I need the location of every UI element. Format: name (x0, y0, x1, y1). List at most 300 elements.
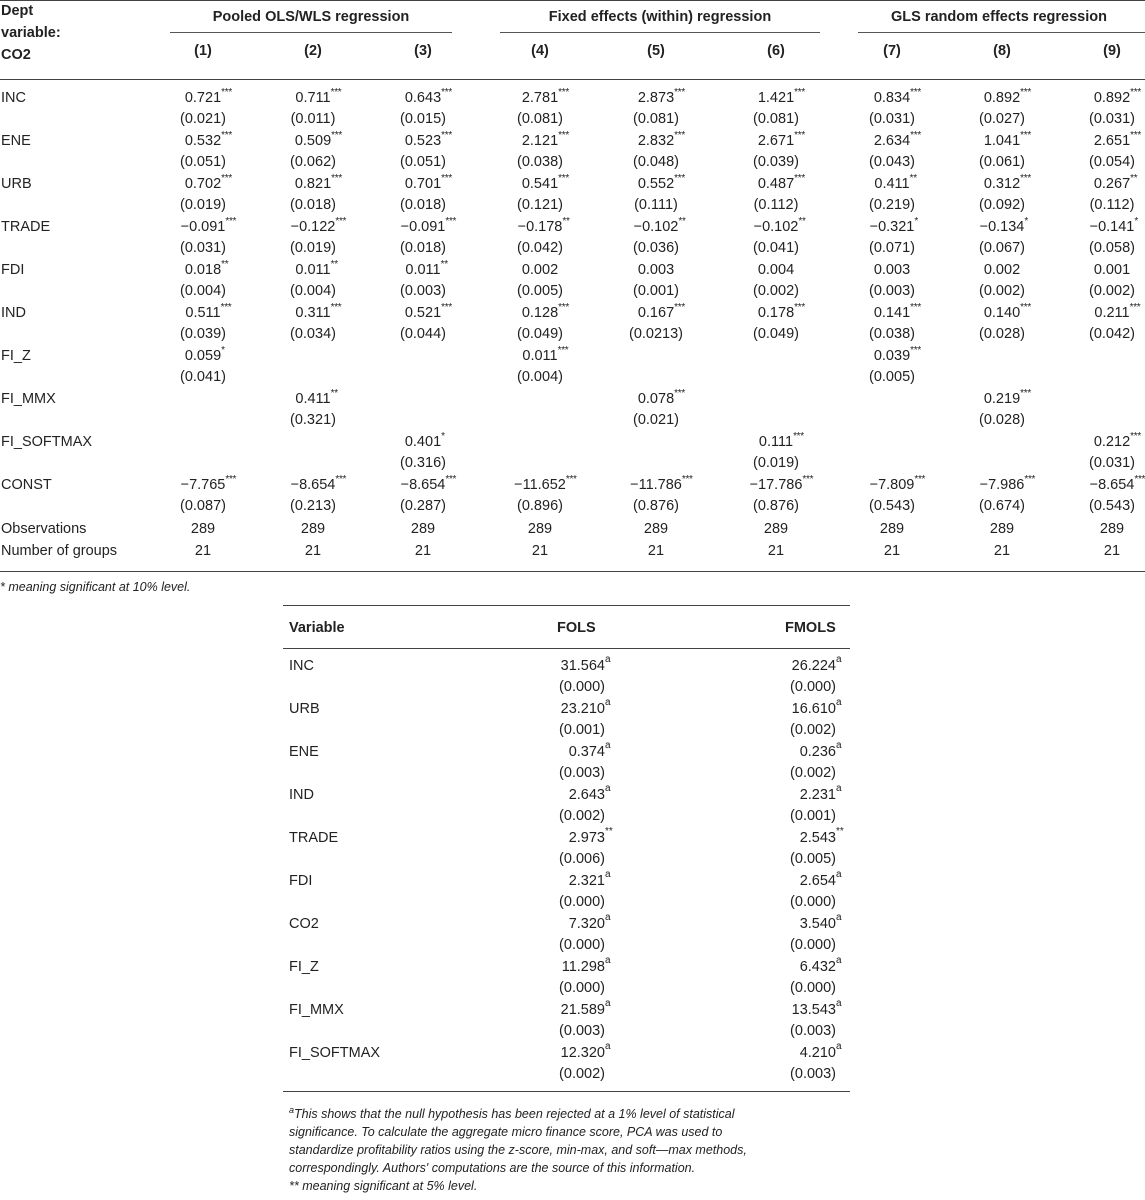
coefficient-value: −0.091 (400, 219, 446, 235)
significance-stars: *** (565, 474, 577, 485)
coefficient-cell (726, 391, 826, 407)
standard-error-cell: (0.004) (290, 283, 336, 299)
fols-value: 31.564 (560, 658, 605, 674)
significance-marker: a (605, 740, 611, 751)
standard-error-cell: (0.219) (869, 197, 915, 213)
standard-error-cell: (0.003) (869, 283, 915, 299)
significance-stars: ** (440, 259, 448, 270)
fmols-value: 2.543 (799, 830, 836, 846)
standard-error-cell: (0.087) (180, 498, 226, 514)
coefficient-value: 0.004 (757, 262, 795, 278)
coefficient-value: 1.421 (757, 90, 795, 106)
fols-p-value: (0.003) (559, 765, 605, 781)
coefficient-cell (263, 388, 363, 407)
standard-error-cell: (0.876) (753, 498, 799, 514)
fols-statistic (568, 826, 613, 846)
significance-stars: *** (1020, 87, 1031, 98)
standard-error-cell: (0.213) (290, 498, 336, 514)
coefficient-value: 2.651 (1093, 133, 1131, 149)
significance-stars: * (441, 431, 445, 442)
significance-stars: *** (221, 173, 232, 184)
significance-marker: ** (605, 826, 613, 837)
significance-stars: *** (220, 302, 232, 313)
fmols-p-value: (0.002) (790, 765, 836, 781)
standard-error-cell: (0.112) (1089, 197, 1135, 213)
dependent-variable-header: Dept variable: CO2 (1, 3, 61, 63)
variable-label: FI_SOFTMAX (289, 1045, 381, 1061)
standard-error-cell: (0.004) (517, 369, 563, 385)
coefficient-value: 2.671 (757, 133, 795, 149)
standard-error-cell: (0.0213) (628, 326, 683, 342)
coefficient-cell (952, 388, 1052, 407)
header-rule (0, 79, 1145, 80)
observations-value: 289 (410, 521, 436, 537)
coefficient-cell (952, 474, 1052, 493)
fmols-p-value: (0.000) (790, 894, 836, 910)
fmols-value: 3.540 (799, 916, 836, 932)
significance-marker: a (836, 1041, 842, 1052)
coefficient-cell (842, 391, 942, 407)
significance-marker: a (836, 912, 842, 923)
coefficient-value: 2.832 (637, 133, 675, 149)
fmols-statistic (799, 826, 844, 846)
significance-stars: *** (441, 173, 452, 184)
row-label: ENE (1, 133, 31, 149)
observations-value: 289 (643, 521, 669, 537)
coefficient-cell (952, 434, 1052, 450)
coefficient-cell (1062, 348, 1145, 364)
coefficient-cell (153, 302, 253, 321)
significance-stars: ** (330, 388, 338, 399)
column-number: (3) (414, 43, 432, 59)
fmols-p-value: (0.002) (790, 722, 836, 738)
significance-stars: *** (674, 130, 685, 141)
coefficient-value: 0.002 (521, 262, 559, 278)
coefficient-cell (606, 388, 706, 407)
coefficient-value: 0.552 (637, 176, 675, 192)
standard-error-cell: (0.051) (400, 154, 446, 170)
coefficient-value: 2.634 (873, 133, 911, 149)
standard-error-cell: (0.876) (633, 498, 679, 514)
coefficient-value: 0.003 (873, 262, 911, 278)
standard-error-cell: (0.287) (400, 498, 446, 514)
significance-stars: *** (793, 431, 804, 442)
coefficient-cell (263, 87, 363, 106)
significance-marker: a (605, 654, 611, 665)
significance-stars: *** (1130, 130, 1141, 141)
fols-statistic (561, 955, 611, 975)
significance-stars: *** (441, 87, 452, 98)
significance-stars: *** (331, 173, 342, 184)
column-number: (8) (993, 43, 1011, 59)
standard-error-cell: (0.121) (517, 197, 563, 213)
significance-stars: * (221, 345, 225, 356)
coefficient-value: −11.652 (514, 477, 566, 493)
number-of-groups-value: 21 (883, 543, 901, 559)
coefficient-cell (952, 87, 1052, 106)
coefficient-cell (153, 391, 253, 407)
standard-error-cell: (0.674) (979, 498, 1025, 514)
significance-stars: *** (441, 302, 452, 313)
significance-stars: *** (1020, 173, 1031, 184)
fmols-statistic (791, 998, 842, 1018)
standard-error-cell: (0.042) (517, 240, 563, 256)
coefficient-value: 0.702 (184, 176, 222, 192)
coefficient-cell (606, 87, 706, 106)
number-of-groups-value: 21 (1103, 543, 1121, 559)
coefficient-value: 0.039 (873, 348, 911, 364)
coefficient-cell (726, 474, 826, 493)
significance-stars: *** (794, 173, 805, 184)
coefficient-cell (263, 130, 363, 149)
fmols-value: 16.610 (791, 701, 836, 717)
significance-stars: *** (1024, 474, 1036, 485)
header-fols: FOLS (557, 620, 596, 636)
standard-error-cell: (0.019) (753, 455, 799, 471)
coefficient-value: 0.219 (983, 391, 1021, 407)
coefficient-cell (153, 130, 253, 149)
coefficient-cell (606, 434, 706, 450)
coefficient-cell (952, 173, 1052, 192)
fmols-statistic (799, 1041, 842, 1061)
significance-stars: * (1024, 216, 1028, 227)
number-of-groups-value: 21 (993, 543, 1011, 559)
standard-error-cell: (0.112) (753, 197, 799, 213)
fols-statistic (568, 740, 611, 760)
fols-value: 7.320 (568, 916, 605, 932)
row-label: TRADE (1, 219, 51, 235)
standard-error-cell: (0.061) (979, 154, 1025, 170)
number-of-groups-value: 21 (304, 543, 322, 559)
coefficient-value: −0.321 (869, 219, 915, 235)
coefficient-cell (606, 130, 706, 149)
significance-stars: *** (558, 87, 569, 98)
variable-label: URB (289, 701, 320, 717)
significance-marker: ** (836, 826, 844, 837)
significance-stars: *** (794, 302, 805, 313)
fols-value: 21.589 (560, 1002, 605, 1018)
coefficient-value: 0.892 (1093, 90, 1131, 106)
significance-stars: *** (330, 302, 342, 313)
coefficient-cell (606, 302, 706, 321)
coefficient-cell (490, 87, 590, 106)
row-label: FDI (1, 262, 25, 278)
standard-error-cell: (0.028) (979, 412, 1025, 428)
group-header-fixed-effects: Fixed effects (within) regression (548, 9, 772, 25)
coefficient-value: 0.211 (1094, 305, 1130, 321)
coefficient-cell (1062, 130, 1145, 149)
coefficient-cell (153, 259, 253, 278)
standard-error-cell: (0.027) (979, 111, 1025, 127)
column-number: (5) (647, 43, 665, 59)
fols-statistic (560, 697, 611, 717)
fmols-value: 0.236 (799, 744, 836, 760)
coefficient-cell (842, 87, 942, 106)
coefficient-cell (1062, 391, 1145, 407)
coefficient-cell (490, 474, 590, 493)
fols-statistic (560, 1041, 611, 1061)
significance-stars: ** (909, 173, 917, 184)
row-label: FI_MMX (1, 391, 56, 407)
significance-stars: *** (802, 474, 814, 485)
significance-stars: *** (558, 130, 569, 141)
significance-stars: *** (1129, 302, 1141, 313)
significance-marker: a (836, 654, 842, 665)
coefficient-value: −0.091 (180, 219, 226, 235)
coefficient-value: 0.411 (874, 176, 910, 192)
t2-header-rule (283, 648, 850, 649)
standard-error-cell: (0.005) (869, 369, 915, 385)
significance-stars: *** (445, 216, 457, 227)
standard-error-cell: (0.067) (979, 240, 1025, 256)
coefficient-value: 0.487 (757, 176, 795, 192)
significance-stars: *** (335, 474, 347, 485)
coefficient-cell (842, 173, 942, 192)
coefficient-value: 0.011 (405, 262, 441, 278)
fmols-p-value: (0.000) (790, 679, 836, 695)
standard-error-cell: (0.031) (1089, 111, 1135, 127)
coefficient-value: 0.212 (1093, 434, 1131, 450)
significance-stars: *** (674, 87, 685, 98)
fmols-p-value: (0.003) (790, 1023, 836, 1039)
significance-stars: *** (910, 345, 921, 356)
coefficient-value: −0.122 (290, 219, 336, 235)
standard-error-cell: (0.031) (1089, 455, 1135, 471)
coefficient-cell (373, 348, 473, 364)
coefficient-cell (263, 474, 363, 493)
standard-error-cell: (0.019) (180, 197, 226, 213)
observations-value: 289 (190, 521, 216, 537)
significance-stars: *** (221, 87, 232, 98)
coefficient-value: 0.643 (404, 90, 442, 106)
coefficient-cell (726, 87, 826, 106)
standard-error-cell: (0.002) (979, 283, 1025, 299)
coefficient-value: 0.509 (294, 133, 332, 149)
coefficient-cell (153, 87, 253, 106)
significance-stars: *** (330, 87, 342, 98)
standard-error-cell: (0.543) (1089, 498, 1135, 514)
standard-error-cell: (0.031) (869, 111, 915, 127)
fols-p-value: (0.000) (559, 980, 605, 996)
standard-error-cell: (0.044) (400, 326, 446, 342)
coefficient-value: 0.111 (758, 434, 794, 450)
significance-stars: ** (678, 216, 686, 227)
number-of-groups-label: Number of groups (1, 543, 118, 559)
fmols-p-value: (0.005) (790, 851, 836, 867)
significance-stars: *** (674, 388, 685, 399)
significance-stars: *** (557, 345, 569, 356)
coefficient-cell (373, 431, 473, 450)
row-label: FI_Z (1, 348, 31, 364)
group-rule-pooled-ols (170, 32, 452, 33)
fols-value: 12.320 (560, 1045, 605, 1061)
coefficient-cell (373, 173, 473, 192)
coefficient-value: 0.178 (757, 305, 795, 321)
observations-value: 289 (527, 521, 553, 537)
significance-stars: *** (1020, 130, 1031, 141)
coefficient-cell (1062, 216, 1145, 235)
fmols-p-value: (0.003) (790, 1066, 836, 1082)
coefficient-value: 0.078 (637, 391, 675, 407)
bottom-rule (0, 571, 1145, 572)
significance-stars: *** (910, 87, 921, 98)
fols-fmols-table (283, 605, 850, 1194)
coefficient-cell (490, 302, 590, 321)
standard-error-cell: (0.031) (180, 240, 226, 256)
column-number: (9) (1103, 43, 1121, 59)
fols-value: 11.298 (561, 959, 605, 975)
coefficient-cell (952, 302, 1052, 321)
significance-stars: *** (225, 474, 237, 485)
significance-stars: *** (674, 173, 685, 184)
coefficient-value: 0.892 (983, 90, 1021, 106)
coefficient-value: 0.721 (184, 90, 222, 106)
fols-p-value: (0.000) (559, 894, 605, 910)
coefficient-value: 0.128 (521, 305, 559, 321)
coefficient-cell (952, 216, 1052, 235)
observations-value: 289 (300, 521, 326, 537)
significance-stars: ** (798, 216, 806, 227)
significance-marker: a (836, 955, 842, 966)
coefficient-cell (263, 216, 363, 235)
fols-statistic (560, 654, 611, 674)
standard-error-cell: (0.049) (753, 326, 799, 342)
significance-stars: *** (445, 474, 457, 485)
coefficient-value: 0.411 (295, 391, 331, 407)
row-label: FI_SOFTMAX (1, 434, 93, 450)
coefficient-cell (1062, 262, 1145, 278)
standard-error-cell: (0.038) (517, 154, 563, 170)
significance-stars: *** (225, 216, 237, 227)
row-label: IND (1, 305, 26, 321)
coefficient-value: 0.511 (185, 305, 221, 321)
significance-marker: a (836, 783, 842, 794)
column-number: (6) (767, 43, 785, 59)
coefficient-cell (153, 173, 253, 192)
fols-statistic (560, 998, 611, 1018)
significance-stars: *** (1020, 302, 1031, 313)
coefficient-value: 2.121 (521, 133, 559, 149)
significance-stars: *** (910, 302, 921, 313)
coefficient-cell (263, 302, 363, 321)
variable-label: FDI (289, 873, 313, 889)
standard-error-cell: (0.896) (517, 498, 563, 514)
standard-error-cell: (0.011) (290, 111, 336, 127)
variable-label: ENE (289, 744, 319, 760)
coefficient-value: 0.523 (404, 133, 442, 149)
fmols-statistic (799, 912, 842, 932)
significance-stars: ** (330, 259, 338, 270)
standard-error-cell: (0.038) (869, 326, 915, 342)
standard-error-cell: (0.039) (753, 154, 799, 170)
standard-error-cell: (0.321) (290, 412, 336, 428)
header-fmols: FMOLS (785, 620, 836, 636)
coefficient-value: 0.521 (404, 305, 442, 321)
number-of-groups-value: 21 (647, 543, 665, 559)
coefficient-cell (842, 345, 942, 364)
coefficient-cell (490, 216, 590, 235)
coefficient-value: −8.654 (290, 477, 336, 493)
coefficient-value: 0.834 (873, 90, 911, 106)
significance-stars: ** (562, 216, 570, 227)
standard-error-cell: (0.019) (290, 240, 336, 256)
fols-value: 2.321 (568, 873, 605, 889)
fmols-statistic (799, 783, 842, 803)
significance-stars: *** (674, 302, 685, 313)
coefficient-cell (153, 345, 253, 364)
significance-marker: a (605, 998, 611, 1009)
fmols-p-value: (0.000) (790, 937, 836, 953)
number-of-groups-value: 21 (767, 543, 785, 559)
significance-stars: *** (1130, 431, 1141, 442)
significance-stars: *** (1134, 474, 1145, 485)
standard-error-cell: (0.049) (517, 326, 563, 342)
fmols-statistic (799, 955, 842, 975)
significance-marker: a (836, 740, 842, 751)
observations-value: 289 (989, 521, 1015, 537)
coefficient-cell (842, 130, 942, 149)
coefficient-cell (490, 130, 590, 149)
number-of-groups-value: 21 (531, 543, 549, 559)
standard-error-cell: (0.041) (753, 240, 799, 256)
coefficient-value: −0.141 (1089, 219, 1135, 235)
coefficient-cell (263, 173, 363, 192)
column-number: (2) (304, 43, 322, 59)
fmols-p-value: (0.001) (790, 808, 836, 824)
coefficient-cell (726, 173, 826, 192)
fols-value: 2.973 (568, 830, 605, 846)
coefficient-cell (490, 434, 590, 450)
fols-p-value: (0.003) (559, 1023, 605, 1039)
standard-error-cell: (0.043) (869, 154, 915, 170)
coefficient-cell (263, 259, 363, 278)
coefficient-cell (1062, 474, 1145, 493)
coefficient-cell (606, 216, 706, 235)
group-header-pooled-ols: Pooled OLS/WLS regression (212, 9, 410, 25)
table-footnote-significance-5: ** meaning significant at 5% level. (289, 1179, 478, 1194)
variable-label: IND (289, 787, 314, 803)
coefficient-cell (1062, 87, 1145, 106)
coefficient-cell (373, 87, 473, 106)
significance-marker: a (605, 697, 611, 708)
coefficient-value: −7.986 (979, 477, 1025, 493)
coefficient-value: −8.654 (400, 477, 446, 493)
standard-error-cell: (0.092) (979, 197, 1025, 213)
coefficient-value: −0.134 (979, 219, 1025, 235)
coefficient-cell (373, 302, 473, 321)
standard-error-cell: (0.316) (400, 455, 446, 471)
observations-value: 289 (763, 521, 789, 537)
fmols-statistic (791, 654, 842, 674)
fmols-value: 13.543 (791, 1002, 836, 1018)
significance-stars: *** (331, 130, 342, 141)
coefficient-value: 0.059 (184, 348, 222, 364)
coefficient-cell (373, 391, 473, 407)
standard-error-cell: (0.028) (979, 326, 1025, 342)
significance-stars: * (914, 216, 918, 227)
standard-error-cell: (0.018) (290, 197, 336, 213)
coefficient-value: −7.809 (869, 477, 915, 493)
standard-error-cell: (0.081) (753, 111, 799, 127)
coefficient-cell (490, 345, 590, 364)
standard-error-cell: (0.042) (1089, 326, 1135, 342)
coefficient-cell (1062, 302, 1145, 321)
standard-error-cell: (0.036) (633, 240, 679, 256)
coefficient-cell (606, 173, 706, 192)
fmols-value: 4.210 (799, 1045, 836, 1061)
column-number: (1) (194, 43, 212, 59)
variable-label: FI_MMX (289, 1002, 344, 1018)
